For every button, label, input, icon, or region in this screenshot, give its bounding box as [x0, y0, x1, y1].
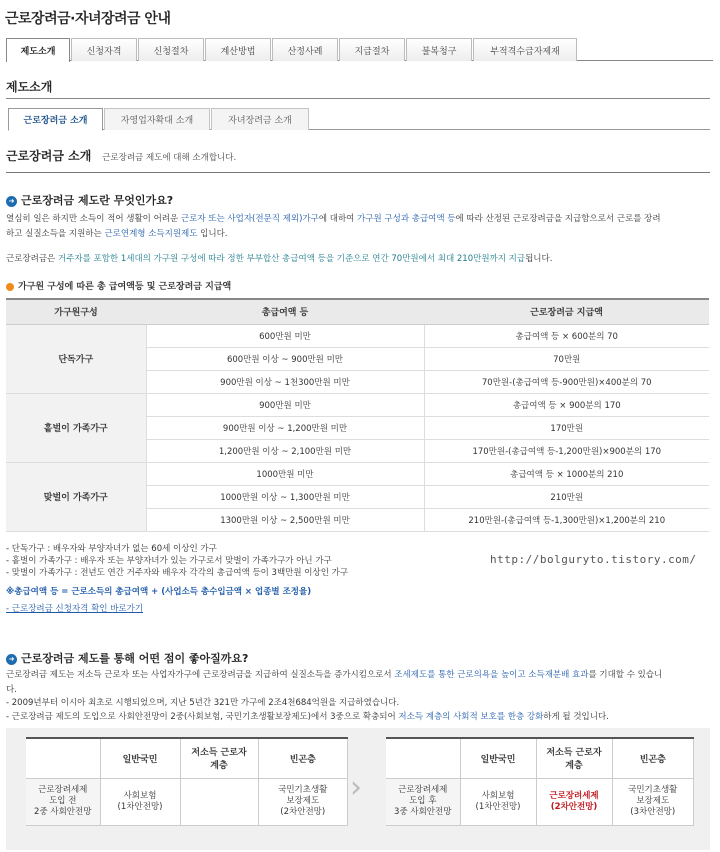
text-span: 근로장려금은: [6, 254, 58, 264]
table-caption: [6, 279, 231, 292]
highlight-cell: 근로장려세제 (2차안전망): [536, 778, 612, 825]
text-span: 를 기대할 수 있습니: [588, 670, 663, 680]
col-header: 일반국민: [100, 738, 180, 778]
tab-procedure[interactable]: 신청절차: [138, 38, 204, 61]
table-cell: 총급여액 등 × 600분의 70: [424, 324, 709, 347]
table-cell: 600만원 이상 ~ 900만원 미만: [146, 347, 424, 370]
notes-list: [6, 543, 348, 579]
highlight-text: 근로자 또는 사업자(전문직 제외)가구: [180, 214, 319, 224]
section-title: 제도소개: [6, 80, 53, 94]
sub-tab-bar: [8, 108, 710, 130]
compare-after-table: [386, 737, 694, 826]
col-header: 근로장려금 지급액: [424, 299, 709, 324]
q2-title: 근로장려금 제도를 통해 어떤 점이 좋아질까요?: [21, 652, 249, 665]
table-row: [6, 393, 709, 416]
table-row: [6, 462, 709, 485]
text-span: 하고 실질소득을 지원하는: [6, 229, 105, 239]
text-span: 근로장려금 제도는 저소득 근로자 또는 사업자가구에 근로장려금을 지급하여 실질소득을 증가시킴으로서: [6, 670, 395, 680]
q2-heading: [6, 650, 248, 666]
table-cell: 국민기초생활 보장제도 (2차안전망): [258, 778, 348, 825]
table-cell: 1300만원 이상 ~ 2,500만원 미만: [146, 508, 424, 531]
q1-paragraph-1: [6, 212, 706, 242]
text-span: 에 따라 산정된 근로장려금을 지급함으로서 근로를 장려: [455, 214, 661, 224]
subtab-child[interactable]: 자녀장려금 소개: [211, 108, 309, 130]
tab-sanctions[interactable]: 부적격수급자제재: [473, 38, 577, 61]
table-cell: 600만원 미만: [146, 324, 424, 347]
intro-heading: 근로장려금 소개: [6, 149, 92, 163]
intro-header: [6, 147, 236, 164]
col-header: [386, 738, 460, 778]
text-span: 입니다.: [197, 229, 228, 239]
col-header: 가구원구성: [6, 299, 146, 324]
tab-payment[interactable]: 지급절차: [339, 38, 405, 61]
table-cell: 1,200만원 이상 ~ 2,100만원 미만: [146, 439, 424, 462]
col-header: 총급여액 등: [146, 299, 424, 324]
table-cell: 총급여액 등 × 900분의 170: [424, 393, 709, 416]
table-cell: 210만원: [424, 485, 709, 508]
text-span: 됩니다.: [525, 254, 553, 264]
subtab-self-employed[interactable]: 자영업자확대 소개: [104, 108, 210, 130]
table-cell: 1000만원 이상 ~ 1,300만원 미만: [146, 485, 424, 508]
group-label: 맞벌이 가족가구: [6, 462, 146, 531]
note-item: - 홑벌이 가족가구 : 배우자 또는 부양자녀가 있는 가구로서 맞벌이 가족가구가 아닌 가구: [6, 556, 332, 566]
col-header: 빈곤층: [258, 738, 348, 778]
highlight-text: 거주자를 포함한 1세대의 가구원 구성에 따라 정한 부부합산 총급여액 등을 기준으로 연간 70만원에서 최대 210만원까지 지급: [57, 254, 526, 264]
tab-appeal[interactable]: 불복청구: [406, 38, 472, 61]
table-cell: 70만원-(총급여액 등-900만원)×400분의 70: [424, 370, 709, 393]
question-arrow-icon: ➜: [6, 196, 17, 207]
table-row: [6, 324, 709, 347]
table-cell: 210만원-(총급여액 등-1,300만원)×1,200분의 210: [424, 508, 709, 531]
tab-examples[interactable]: 산정사례: [272, 38, 338, 61]
table-caption-text: 가구원 구성에 따른 총 급여액등 및 근로장려금 지급액: [18, 282, 232, 292]
col-header: 일반국민: [460, 738, 536, 778]
table-cell: 900만원 미만: [146, 393, 424, 416]
col-header: 저소득 근로자 계층: [180, 738, 258, 778]
table-cell: 900만원 이상 ~ 1,200만원 미만: [146, 416, 424, 439]
question-arrow-icon: ➜: [6, 654, 17, 665]
note-item: - 맞벌이 가족가구 : 전년도 연간 거주자와 배우자 각각의 총급여액 등이 3백만원 이상인 가구: [6, 568, 349, 578]
table-cell: 1000만원 미만: [146, 462, 424, 485]
highlight-text: 가구원 구성과 총급여액 등: [357, 214, 456, 224]
table-cell: 170만원-(총급여액 등-1,200만원)×900분의 170: [424, 439, 709, 462]
highlight-text: 조세제도를 통한 근로의욕을 높이고 소득재분배 효과: [394, 670, 589, 680]
page-title: 근로장려금·자녀장려금 안내: [5, 11, 171, 27]
text-span: 열심히 일은 하지만 소득이 적어 생활이 어려운: [6, 214, 181, 224]
row-label: 근로장려세제 도입 후 3중 사회안전망: [386, 778, 460, 825]
q1-paragraph-2: [6, 252, 710, 267]
col-header: [26, 738, 100, 778]
tab-eligibility[interactable]: 신청자격: [71, 38, 137, 61]
tab-calculation[interactable]: 계산방법: [205, 38, 271, 61]
highlight-text: 저소득 계층의 사회적 보호를 한층 강화: [398, 712, 544, 722]
group-label: 단독가구: [6, 324, 146, 393]
table-cell: 국민기초생활 보장제도 (3차안전망): [612, 778, 694, 825]
group-label: 홑벌이 가족가구: [6, 393, 146, 462]
table-cell: 사회보험 (1차안전망): [460, 778, 536, 825]
q2-bullet-1: - 2009년부터 이시아 최초로 시행되었으며, 지난 5년간 321만 가구에 2조4천684억원을 지급하였습니다.: [6, 698, 400, 708]
text-span: 에 대하여: [318, 214, 358, 224]
chevron-right-icon: ›: [350, 770, 362, 805]
note-item: - 단독가구 : 배우자와 부양자녀가 없는 60세 이상인 가구: [6, 544, 217, 554]
text-span: - 근로장려금 제도의 도입으로 사회안전망이 2중(사회보험, 국민기초생활보장제도)에서 3중으로 확충되어: [6, 712, 399, 722]
watermark: http://bolguryto.tistory.com/: [490, 553, 697, 566]
table-cell: 900만원 이상 ~ 1천300만원 미만: [146, 370, 424, 393]
main-tab-bar: [6, 38, 713, 61]
formula-note: ※총급여액 등 = 근로소득의 총급여액 + (사업소득 총수입금액 × 업종별 조정율): [6, 587, 312, 597]
q2-bullet-2: [6, 710, 609, 725]
compare-before-table: [26, 737, 348, 826]
table-cell: 총급여액 등 × 1000분의 210: [424, 462, 709, 485]
col-header: 빈곤층: [612, 738, 694, 778]
table-cell: [180, 778, 258, 825]
q1-heading: [6, 192, 173, 208]
benefit-table: [6, 298, 709, 532]
table-cell: 사회보험 (1차안전망): [100, 778, 180, 825]
q1-title: 근로장려금 제도란 무엇인가요?: [21, 194, 174, 207]
text-span: 다.: [6, 685, 17, 695]
table-cell: 170만원: [424, 416, 709, 439]
row-label: 근로장려세제 도입 전 2중 사회안전망: [26, 778, 100, 825]
q2-paragraph: [6, 668, 714, 698]
highlight-text: 근로연계형 소득지원제도: [104, 229, 198, 239]
table-cell: 70만원: [424, 347, 709, 370]
subtab-eitc[interactable]: 근로장려금 소개: [8, 108, 103, 131]
col-header: 저소득 근로자 계층: [536, 738, 612, 778]
eligibility-link[interactable]: - 근로장려금 신청자격 확인 바로가기: [6, 604, 144, 614]
tab-intro[interactable]: 제도소개: [6, 38, 70, 62]
orange-bullet-icon: [6, 283, 14, 291]
intro-desc: 근로장려금 제도에 대해 소개합니다.: [102, 153, 237, 163]
text-span: 하게 될 것입니다.: [543, 712, 609, 722]
